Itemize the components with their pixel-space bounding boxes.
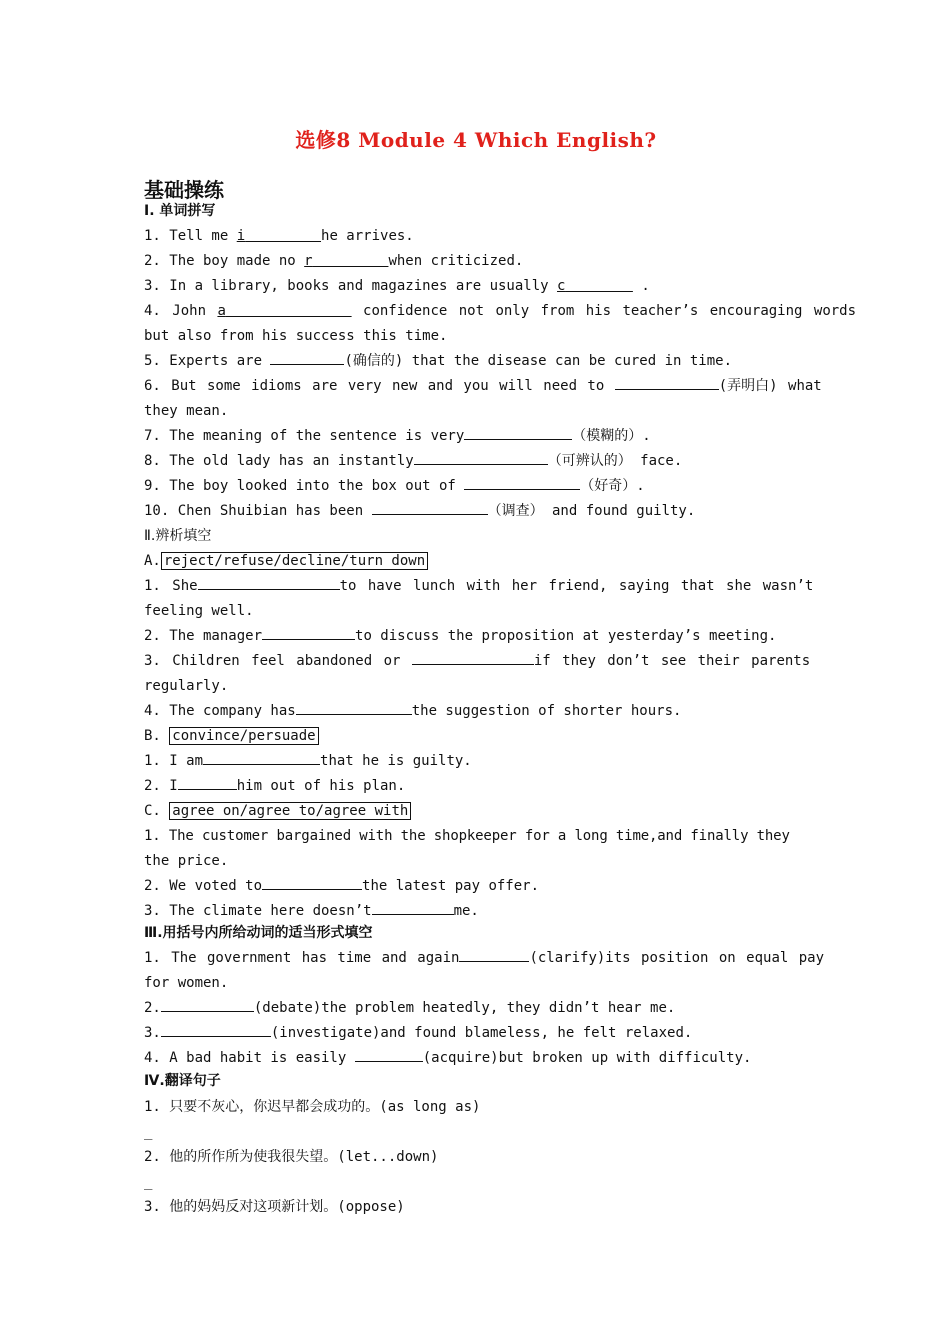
answer-blank[interactable] xyxy=(270,349,344,365)
question-1-8: 8. The old lady has an instantly （可辨认的） face. xyxy=(144,449,808,474)
question-2c-2: 2. We voted to the latest pay offer. xyxy=(144,874,808,899)
question-3-2: 2. (debate)the problem heatedly, they didn’t hear me. xyxy=(144,996,808,1021)
group-a-header: A. reject/refuse/decline/turn down xyxy=(144,549,808,574)
answer-blank[interactable] xyxy=(412,649,534,665)
question-2b-2: 2. I him out of his plan. xyxy=(144,774,808,799)
question-1-9: 9. The boy looked into the box out of （好奇）. xyxy=(144,474,808,499)
answer-blank[interactable] xyxy=(161,1021,271,1037)
word-box-a: reject/refuse/decline/turn down xyxy=(161,552,428,570)
word-box-c: agree on/agree to/agree with xyxy=(169,802,411,820)
answer-blank[interactable] xyxy=(464,474,580,490)
group-c-header: C. agree on/agree to/agree with xyxy=(144,799,808,824)
question-1-5: 5. Experts are (确信的) that the disease can be cured in time. xyxy=(144,349,808,374)
answer-blank[interactable] xyxy=(178,774,237,790)
question-2a-1-cont: feeling well. xyxy=(144,603,254,619)
section-1-label: Ⅰ. 单词拼写 xyxy=(144,203,216,219)
word-box-b: convince/persuade xyxy=(169,727,318,745)
question-2a-3: 3. Children feel abandoned or if they don’t see their parents xyxy=(144,649,808,674)
answer-blank[interactable] xyxy=(203,749,320,765)
answer-blank[interactable] xyxy=(262,874,362,890)
question-1-10: 10. Chen Shuibian has been （调查） and found guilty. xyxy=(144,499,808,524)
answer-blank[interactable]: a xyxy=(217,303,226,319)
answer-blank[interactable] xyxy=(296,699,412,715)
question-3-1-cont: for women. xyxy=(144,975,229,991)
question-2a-2: 2. The manager to discuss the proposition at yesterday’s meeting. xyxy=(144,624,808,649)
answer-blank[interactable] xyxy=(161,996,254,1012)
group-b-header: B. convince/persuade xyxy=(144,724,808,749)
question-3-4: 4. A bad habit is easily (acquire)but broken up with difficulty. xyxy=(144,1046,808,1071)
section-4-label: Ⅳ.翻译句子 xyxy=(144,1073,221,1089)
question-1-6: 6. But some idioms are very new and you will need to (弄明白) what xyxy=(144,374,808,399)
answer-blank[interactable] xyxy=(615,374,719,390)
answer-blank[interactable] xyxy=(262,624,355,640)
answer-blank[interactable] xyxy=(459,946,529,962)
translation-1: 1. 只要不灰心，你迟早都会成功的。(as long as) xyxy=(144,1099,481,1115)
question-1-4-cont: but also from his success this time. xyxy=(144,328,448,344)
question-1-3: 3. In a library, books and magazines are usually c . xyxy=(144,278,650,294)
question-1-4: 4. John a confidence not only from his teacher’s encouraging words xyxy=(144,303,857,319)
question-3-1: 1. The government has time and again (clarify)its position on equal pay xyxy=(144,946,808,971)
answer-blank[interactable] xyxy=(372,499,488,515)
section-2-label: Ⅱ.辨析填空 xyxy=(144,528,212,544)
question-1-7: 7. The meaning of the sentence is very （模糊的）. xyxy=(144,424,808,449)
question-2a-4: 4. The company has the suggestion of shorter hours. xyxy=(144,699,808,724)
question-3-3: 3. (investigate)and found blameless, he felt relaxed. xyxy=(144,1021,808,1046)
question-2a-3-cont: regularly. xyxy=(144,678,229,694)
question-2c-3: 3. The climate here doesn’t me. xyxy=(144,899,808,924)
question-1-2: 2. The boy made no r when criticized. xyxy=(144,253,524,269)
answer-blank[interactable] xyxy=(414,449,548,465)
question-2c-1: 1. The customer bargained with the shopkeeper for a long time,and finally they xyxy=(144,828,790,844)
translation-2: 2. 他的所作所为使我很失望。(let...down) xyxy=(144,1149,439,1165)
translation-3: 3. 他的妈妈反对这项新计划。(oppose) xyxy=(144,1199,405,1215)
question-2c-1-cont: the price. xyxy=(144,853,229,869)
answer-blank[interactable] xyxy=(198,574,340,590)
section-3-label: Ⅲ.用括号内所给动词的适当形式填空 xyxy=(144,925,373,941)
question-2b-1: 1. I am that he is guilty. xyxy=(144,749,808,774)
question-1-6-cont: they mean. xyxy=(144,403,229,419)
answer-blank[interactable]: i xyxy=(236,228,246,244)
section-heading: 基础操练 xyxy=(144,178,224,202)
answer-blank[interactable] xyxy=(372,899,454,915)
answer-blank[interactable] xyxy=(464,424,572,440)
translation-1-answer-line[interactable]: _ xyxy=(144,1124,153,1140)
answer-blank[interactable]: r xyxy=(304,253,313,269)
question-1-1: 1. Tell me i he arrives. xyxy=(144,228,414,244)
translation-2-answer-line[interactable]: _ xyxy=(144,1174,153,1190)
answer-blank[interactable] xyxy=(355,1046,423,1062)
question-2a-1: 1. She to have lunch with her friend, saying that she wasn’t xyxy=(144,574,808,599)
page-title: 选修8 Module 4 Which English? xyxy=(295,128,657,152)
answer-blank[interactable]: c xyxy=(557,278,566,294)
